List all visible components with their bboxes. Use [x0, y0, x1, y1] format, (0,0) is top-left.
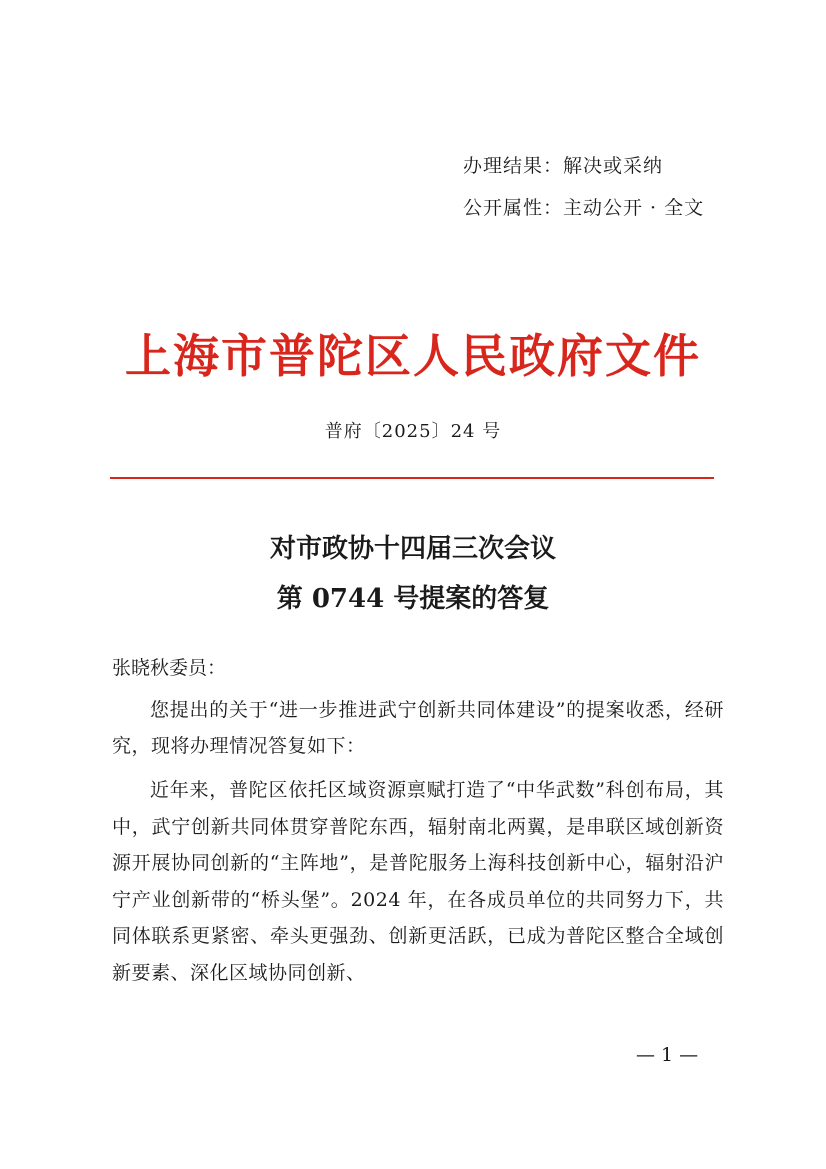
body-paragraph: 近年来，普陀区依托区域资源禀赋打造了“中华武数”科创布局，其中，武宁创新共同体贯穿普陀东西，辐射南北两翼，是串联区域创新资源开展协同创新的“主阵地”，是普陀服务上海科技创新中心，辐射沿沪宁产业创新带的“桥头堡”。2024 年，在各成员单位的共同努力下，共同体联系更紧密、牵头更强劲、创新更活跃，已成为普陀区整合全域创新要素、深化区域协同创新、: [112, 779, 724, 984]
disclosure-attribute: 公开属性：主动公开 · 全文: [463, 197, 705, 219]
page-number: — 1 —: [636, 1044, 699, 1066]
handling-result: 办理结果：解决或采纳: [463, 155, 664, 177]
document-number: 普府〔2025〕24 号: [324, 421, 502, 442]
salutation: 张晓秋委员：: [112, 657, 227, 679]
document-title-line-1: 对市政协十四届三次会议: [269, 534, 556, 564]
body-paragraph: 您提出的关于“进一步推进武宁创新共同体建设”的提案收悉，经研究，现将办理情况答复如下：: [112, 699, 724, 757]
header-divider: [110, 477, 714, 479]
document-header-title: 上海市普陀区人民政府文件: [125, 329, 701, 383]
document-title-line-2: 第 0744 号提案的答复: [276, 584, 550, 614]
